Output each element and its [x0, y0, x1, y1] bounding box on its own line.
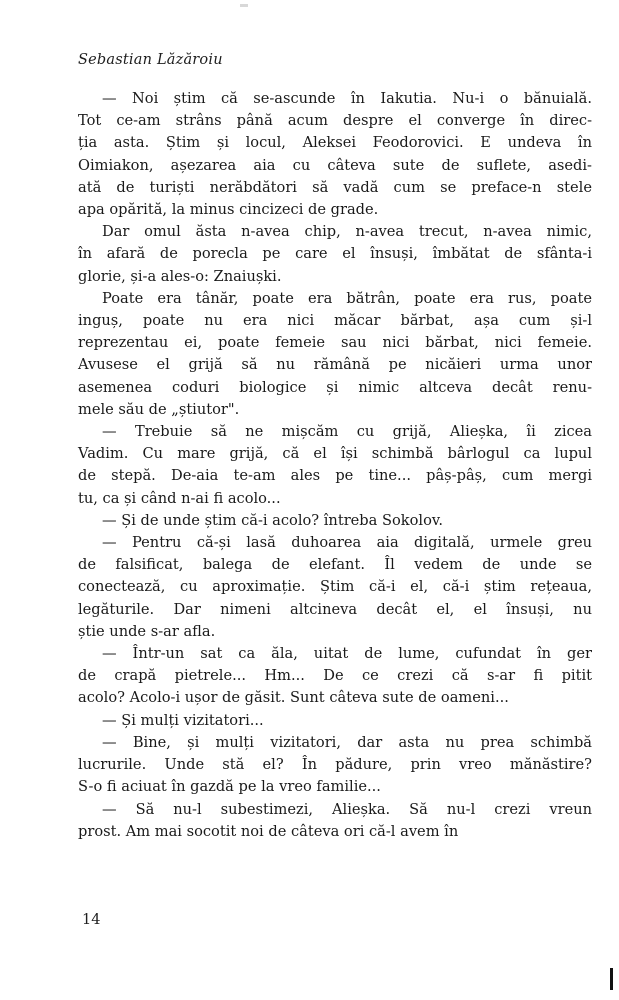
text-line: Poate era tânăr, poate era bătrân, poate era rus, poate: [102, 289, 592, 307]
text-line: Vadim. Cu mare grijă, că el își schimbă bârlogul ca lupul: [78, 445, 592, 463]
text-line: — Bine, și mulți vizitatori, dar asta nu prea schimbă: [102, 733, 592, 751]
text-line: tu, ca și când n-ai fi acolo...: [78, 489, 281, 507]
text-line: acolo? Acolo-i ușor de găsit. Sunt câteva sute de oameni...: [78, 689, 509, 707]
scan-edge-mark: [610, 968, 613, 990]
text-line: glorie, și-a ales-o: Znaiușki.: [78, 267, 282, 285]
text-line: de crapă pietrele... Hm... De ce crezi că s-ar fi pitit: [78, 667, 592, 685]
page-number: 14: [82, 912, 101, 928]
text-line: conectează, cu aproximație. Știm că-i el, că-i știm rețeaua,: [78, 578, 592, 596]
text-line: prost. Am mai socotit noi de câteva ori că-l avem în: [78, 822, 459, 840]
text-line: mele său de „știutor".: [78, 400, 240, 418]
text-line: apa opărită, la minus cincizeci de grade.: [78, 201, 379, 219]
text-line: reprezentau ei, poate femeie sau nici bărbat, nici femeie.: [78, 334, 592, 352]
text-line: în afară de porecla pe care el însuși, îmbătat de sfânta-i: [78, 245, 592, 263]
body-text: [78, 88, 592, 843]
paragraph: [78, 221, 592, 288]
text-line: ată de turiști nerăbdători să vadă cum se preface-n stele: [78, 178, 592, 196]
paragraph: [78, 421, 592, 510]
text-line: legăturile. Dar nimeni altcineva decât el, el însuși, nu: [78, 600, 592, 618]
text-line: Dar omul ăsta n-avea chip, n-avea trecut, n-avea nimic,: [102, 223, 592, 241]
paragraph: [78, 710, 592, 732]
text-line: asemenea coduri biologice și nimic altceva decât renu-: [78, 378, 592, 396]
text-line: de stepă. De-aia te-am ales pe tine... pâș-pâș, cum mergi: [78, 467, 592, 485]
text-line: știe unde s-ar afla.: [78, 622, 216, 640]
text-line: — Să nu-l subestimezi, Alieșka. Să nu-l crezi vreun: [102, 800, 592, 818]
paragraph: [78, 799, 592, 843]
paragraph: [78, 532, 592, 643]
text-line: — Într-un sat ca ăla, uitat de lume, cufundat în ger: [102, 645, 592, 663]
paragraph: [78, 732, 592, 799]
running-head-author: Sebastian Lăzăroiu: [78, 52, 223, 68]
text-line: Avusese el grijă să nu rămână pe nicăieri urma unor: [78, 356, 592, 374]
text-line: lucrurile. Unde stă el? În pădure, prin vreo mănăstire?: [78, 756, 592, 774]
text-line: Oimiakon, așezarea aia cu câteva sute de suflete, asedi-: [78, 156, 592, 174]
text-line: — Noi știm că se-ascunde în Iakutia. Nu-i o bănuială.: [102, 90, 592, 107]
paragraph: [78, 88, 592, 221]
text-line: — Și de unde știm că-i acolo? întreba Sokolov.: [102, 511, 443, 529]
text-line: inguș, poate nu era nici măcar bărbat, așa cum și-l: [78, 312, 592, 330]
text-line: — Trebuie să ne mișcăm cu grijă, Alieșka, îi zicea: [102, 423, 592, 441]
text-line: Tot ce-am strâns până acum despre el converge în direc-: [78, 112, 592, 130]
scan-artifact: [240, 4, 248, 7]
paragraph: [78, 643, 592, 710]
text-line: de falsificat, balega de elefant. Îl vedem de unde se: [78, 556, 592, 574]
text-line: — Și mulți vizitatori...: [102, 711, 264, 729]
text-line: ția asta. Știm și locul, Aleksei Feodorovici. E undeva în: [78, 134, 592, 152]
paragraph: [78, 510, 592, 532]
text-line: — Pentru că-și lasă duhoarea aia digitală, urmele greu: [102, 534, 592, 552]
paragraph: [78, 288, 592, 421]
text-line: S-o fi aciuat în gazdă pe la vreo familie...: [78, 778, 381, 796]
